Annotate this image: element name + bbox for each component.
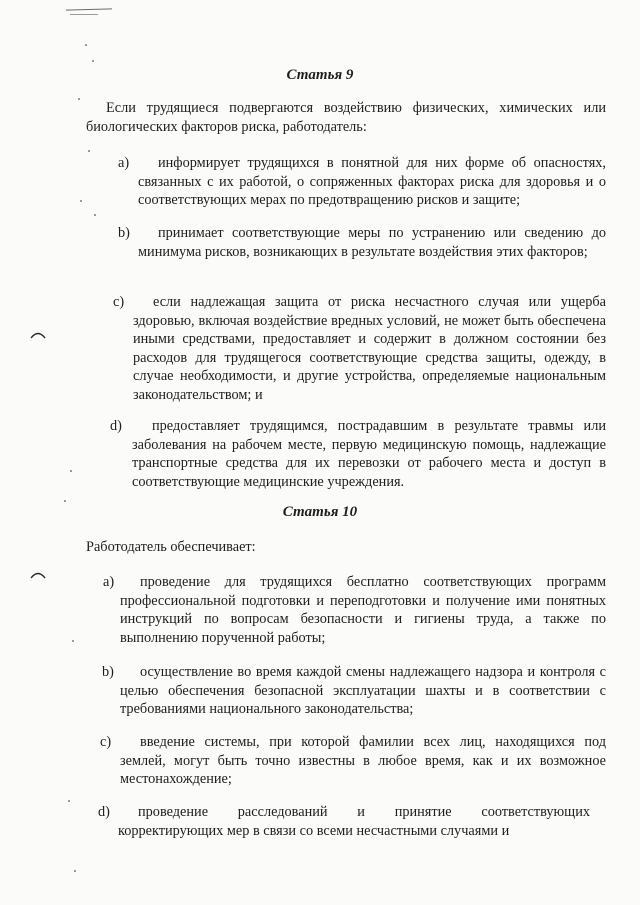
- scan-speck: [74, 870, 76, 872]
- article-9-item-a: информирует трудящихся в понятной для них форме об опасностях, связанных с их работой, о сопряженных факторах риска для здоровья и о соответствующих мерах по предотвращению рисков и защите;: [138, 155, 606, 209]
- list-marker: b): [118, 225, 130, 241]
- article-10-item-c: введение системы, при которой фамилии всех лиц, находящихся под землей, могут быть точно известны в любое время, как и их возможное местонахождение;: [120, 734, 606, 788]
- scan-speck: [78, 98, 80, 100]
- scan-speck: [80, 200, 82, 202]
- article-10-item-d: проведение расследований и принятие соответствующих корректирующих мер в связи со всеми несчастными случаями и: [118, 804, 590, 839]
- article-9-intro: Если трудящиеся подвергаются воздействию физических, химических или биологических факторов риска, работодатель:: [86, 100, 606, 135]
- list-marker: a): [118, 155, 130, 171]
- article-9-item-d: предоставляет трудящимся, пострадавшим в результате травмы или заболевания на рабочем месте, первую медицинскую помощь, надлежащие транспортные средства для их перевозки от рабочего места и доступ в соответствующие медицинские учреждения.: [132, 418, 606, 490]
- list-marker: b): [102, 664, 114, 680]
- scan-speck: [72, 640, 74, 642]
- scan-speck: [64, 500, 66, 502]
- list-marker: c): [113, 294, 125, 310]
- scan-speck: [85, 44, 87, 46]
- punch-hole-mark: [30, 330, 46, 340]
- article-9-heading: Статья 9: [286, 67, 354, 83]
- article-9-item-c: если надлежащая защита от риска несчастного случая или ущерба здоровью, включая воздействие вредных условий, не может быть обеспечена иными средствами, предоставляет и содержит в должном состоянии без расходов для трудящегося соответствующие средства защиты, одежду, в случае необходимости, и другие устройства, определяемые национальным законодательством; и: [133, 294, 606, 403]
- scan-speck: [92, 60, 94, 62]
- scan-speck: [88, 150, 90, 152]
- scan-mark: [70, 14, 98, 15]
- article-10-item-a: проведение для трудящихся бесплатно соответствующих программ профессиональной подготовки и переподготовки и получение ими понятных инструкций по вопросам безопасности и гигиены труда, а также по выполнению порученной работы;: [120, 574, 606, 646]
- list-marker: d): [110, 418, 122, 434]
- article-10-item-b: осуществление во время каждой смены надлежащего надзора и контроля с целью обеспечения безопасной эксплуатации шахты и в соответствии с требованиями национального законодательства;: [120, 664, 606, 718]
- scan-speck: [94, 214, 96, 216]
- scan-speck: [70, 470, 72, 472]
- article-10-intro: Работодатель обеспечивает:: [86, 539, 256, 555]
- scan-speck: [68, 800, 70, 802]
- punch-hole-mark: [30, 570, 46, 580]
- list-marker: a): [103, 574, 115, 590]
- list-marker: c): [100, 734, 112, 750]
- article-10-heading: Статья 10: [282, 504, 358, 520]
- list-marker: d): [98, 804, 110, 820]
- article-9-item-b: принимает соответствующие меры по устранению или сведению до минимума рисков, возникающих в результате воздействия этих факторов;: [138, 225, 606, 260]
